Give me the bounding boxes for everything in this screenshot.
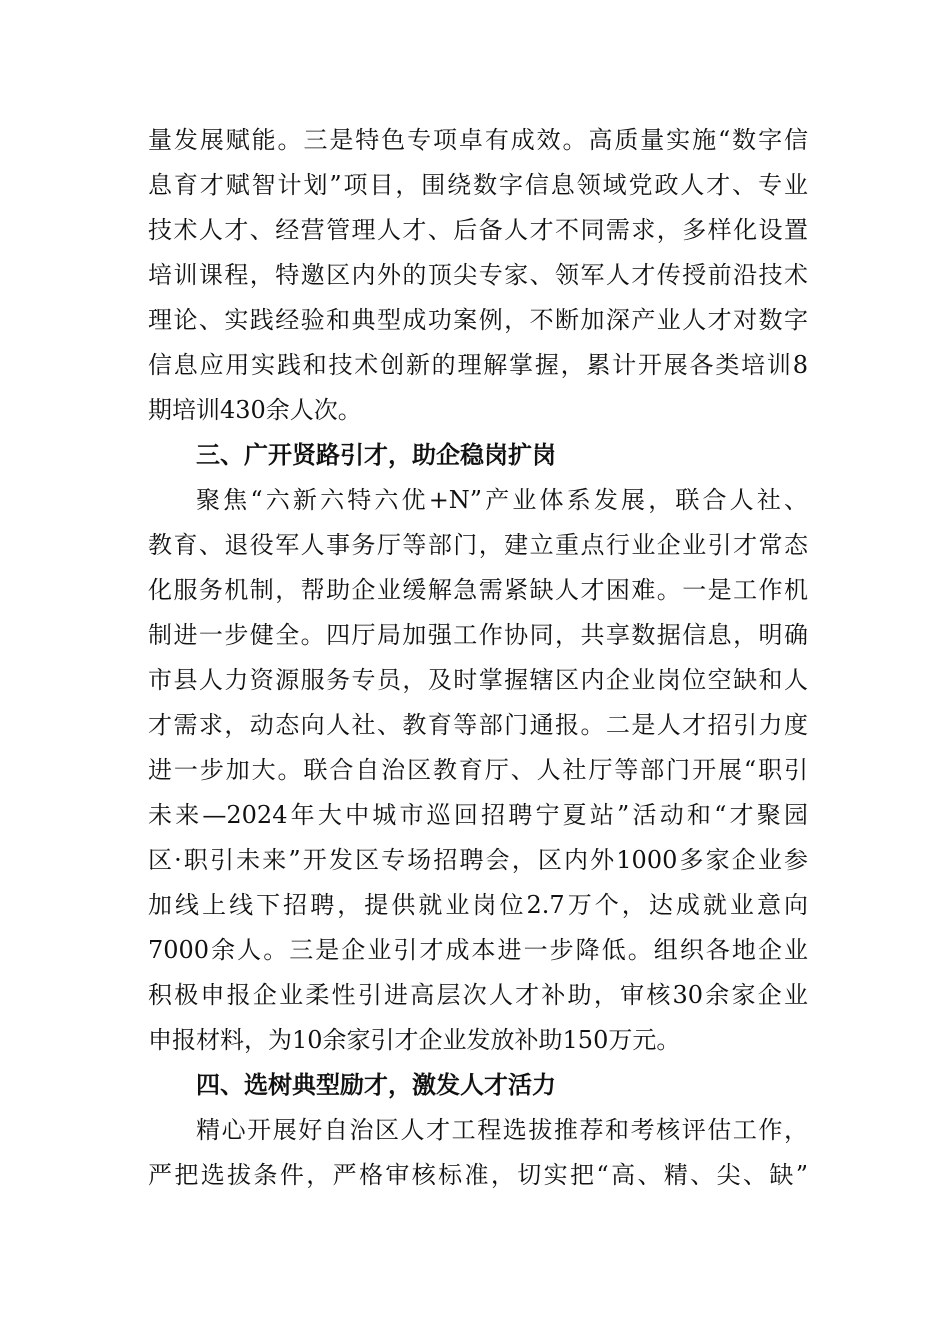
text-line: 期培训430余人次。 bbox=[148, 396, 362, 424]
text-line: 积极申报企业柔性引进高层次人才补助，审核30余家企业 bbox=[148, 981, 808, 1009]
document-page bbox=[148, 118, 808, 1198]
text-line: 严把选拔条件，严格审核标准，切实把“高、精、尖、缺” bbox=[148, 1161, 808, 1189]
section-heading-4: 四、选树典型励才，激发人才活力 bbox=[196, 1071, 556, 1099]
text-line: 市县人力资源服务专员，及时掌握辖区内企业岗位空缺和人 bbox=[148, 666, 808, 694]
text-line: 才需求，动态向人社、教育等部门通报。二是人才招引力度 bbox=[148, 711, 808, 739]
paragraph-1 bbox=[148, 118, 808, 433]
text-line: 息育才赋智计划”项目，围绕数字信息领域党政人才、专业 bbox=[148, 171, 808, 199]
paragraph-3 bbox=[148, 1108, 808, 1198]
text-line: 7000余人。三是企业引才成本进一步降低。组织各地企业 bbox=[148, 936, 808, 964]
text-line: 信息应用实践和技术创新的理解掌握，累计开展各类培训8 bbox=[148, 351, 808, 379]
section-heading-3: 三、广开贤路引才，助企稳岗扩岗 bbox=[196, 441, 556, 469]
text-line: 量发展赋能。三是特色专项卓有成效。高质量实施“数字信 bbox=[148, 126, 808, 154]
text-line: 精心开展好自治区人才工程选拔推荐和考核评估工作， bbox=[196, 1116, 808, 1144]
text-line: 区·职引未来”开发区专场招聘会，区内外1000多家企业参 bbox=[148, 846, 808, 874]
text-line: 申报材料，为10余家引才企业发放补助150万元。 bbox=[148, 1026, 681, 1054]
text-line: 未来—2024年大中城市巡回招聘宁夏站”活动和“才聚园 bbox=[148, 801, 808, 829]
text-line: 培训课程，特邀区内外的顶尖专家、领军人才传授前沿技术 bbox=[148, 261, 808, 289]
text-line: 进一步加大。联合自治区教育厅、人社厅等部门开展“职引 bbox=[148, 756, 808, 784]
text-line: 教育、退役军人事务厅等部门，建立重点行业企业引才常态 bbox=[148, 531, 808, 559]
paragraph-2 bbox=[148, 478, 808, 1063]
text-line: 理论、实践经验和典型成功案例，不断加深产业人才对数字 bbox=[148, 306, 808, 334]
text-line: 制进一步健全。四厅局加强工作协同，共享数据信息，明确 bbox=[148, 621, 808, 649]
text-line: 加线上线下招聘，提供就业岗位2.7万个，达成就业意向 bbox=[148, 891, 808, 919]
text-line: 化服务机制，帮助企业缓解急需紧缺人才困难。一是工作机 bbox=[148, 576, 808, 604]
text-line: 技术人才、经营管理人才、后备人才不同需求，多样化设置 bbox=[148, 216, 808, 244]
text-line: 聚焦“六新六特六优+N”产业体系发展，联合人社、 bbox=[196, 486, 808, 514]
